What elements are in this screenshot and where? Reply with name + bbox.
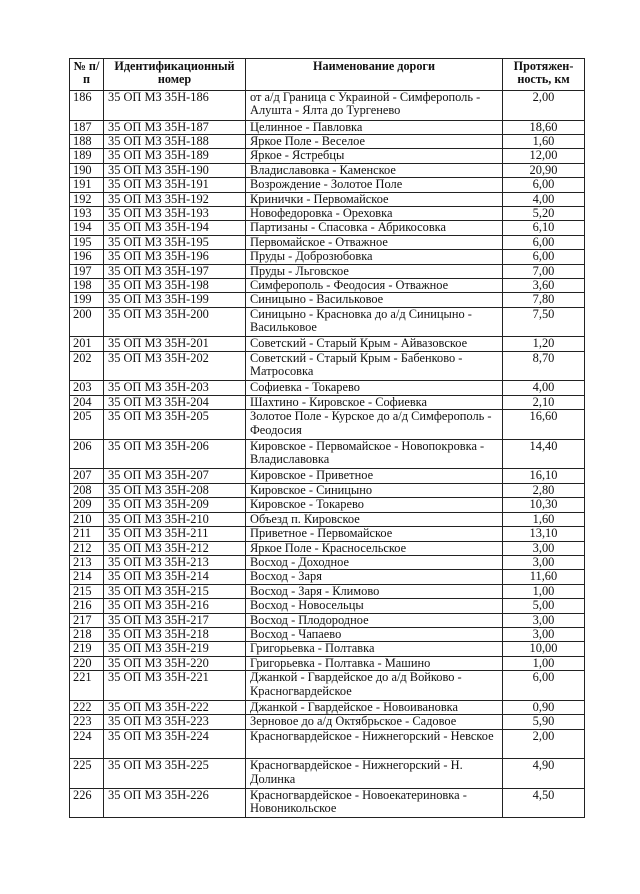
table-row <box>70 163 585 177</box>
cell-num: 193 <box>70 207 104 221</box>
cell-id: 35 ОП МЗ 35Н-218 <box>104 627 246 641</box>
cell-id: 35 ОП МЗ 35Н-213 <box>104 555 246 569</box>
table-row <box>70 120 585 134</box>
cell-num: 225 <box>70 759 104 789</box>
cell-id: 35 ОП МЗ 35Н-204 <box>104 395 246 409</box>
table-row <box>70 337 585 351</box>
cell-num: 211 <box>70 527 104 541</box>
table-row <box>70 527 585 541</box>
cell-id: 35 ОП МЗ 35Н-219 <box>104 642 246 656</box>
cell-num: 222 <box>70 700 104 714</box>
cell-name: Пруды - Льговское <box>246 264 503 278</box>
cell-id: 35 ОП МЗ 35Н-226 <box>104 788 246 818</box>
cell-length: 6,00 <box>503 671 585 701</box>
cell-id: 35 ОП МЗ 35Н-196 <box>104 250 246 264</box>
table-header-row <box>70 59 585 91</box>
cell-name: Кировское - Первомайское - Новопокровка - Владиславовка <box>246 439 503 469</box>
cell-name: Красногвардейское - Нижнегорский - Н. Долинка <box>246 759 503 789</box>
cell-num: 216 <box>70 599 104 613</box>
cell-length: 11,60 <box>503 570 585 584</box>
cell-id: 35 ОП МЗ 35Н-190 <box>104 163 246 177</box>
cell-id: 35 ОП МЗ 35Н-223 <box>104 715 246 729</box>
cell-name: Шахтино - Кировское - Софиевка <box>246 395 503 409</box>
cell-length: 7,00 <box>503 264 585 278</box>
table-row <box>70 381 585 395</box>
cell-num: 223 <box>70 715 104 729</box>
cell-length: 3,60 <box>503 279 585 293</box>
header-length: Протяжен-ность, км <box>503 59 585 91</box>
header-num: № п/п <box>70 59 104 91</box>
cell-length: 6,10 <box>503 221 585 235</box>
cell-name: Яркое Поле - Веселое <box>246 135 503 149</box>
cell-length: 3,00 <box>503 541 585 555</box>
cell-id: 35 ОП МЗ 35Н-217 <box>104 613 246 627</box>
cell-name: Яркое - Ястребцы <box>246 149 503 163</box>
cell-name: Восход - Заря - Климово <box>246 584 503 598</box>
cell-name: Пруды - Доброзюбовка <box>246 250 503 264</box>
cell-length: 2,00 <box>503 729 585 759</box>
cell-length: 4,00 <box>503 381 585 395</box>
cell-num: 220 <box>70 656 104 670</box>
table-row <box>70 250 585 264</box>
cell-name: Джанкой - Гвардейское - Новоивановка <box>246 700 503 714</box>
cell-num: 191 <box>70 178 104 192</box>
cell-name: Восход - Новосельцы <box>246 599 503 613</box>
table-row <box>70 584 585 598</box>
cell-id: 35 ОП МЗ 35Н-205 <box>104 410 246 440</box>
cell-num: 210 <box>70 512 104 526</box>
cell-name: Восход - Заря <box>246 570 503 584</box>
document-page <box>69 58 584 818</box>
table-row <box>70 221 585 235</box>
cell-name: Владиславовка - Каменское <box>246 163 503 177</box>
cell-num: 221 <box>70 671 104 701</box>
cell-name: Восход - Плодородное <box>246 613 503 627</box>
cell-length: 2,80 <box>503 483 585 497</box>
table-row <box>70 599 585 613</box>
cell-length: 18,60 <box>503 120 585 134</box>
cell-length: 4,00 <box>503 192 585 206</box>
cell-num: 186 <box>70 91 104 121</box>
cell-length: 12,00 <box>503 149 585 163</box>
table-row <box>70 656 585 670</box>
cell-length: 1,00 <box>503 584 585 598</box>
cell-length: 2,10 <box>503 395 585 409</box>
cell-num: 196 <box>70 250 104 264</box>
cell-name: Приветное - Первомайское <box>246 527 503 541</box>
cell-length: 6,00 <box>503 250 585 264</box>
table-row <box>70 439 585 469</box>
header-name: Наименование дороги <box>246 59 503 91</box>
cell-num: 206 <box>70 439 104 469</box>
table-row <box>70 149 585 163</box>
cell-num: 197 <box>70 264 104 278</box>
table-row <box>70 235 585 249</box>
cell-length: 5,20 <box>503 207 585 221</box>
cell-length: 1,20 <box>503 337 585 351</box>
cell-id: 35 ОП МЗ 35Н-200 <box>104 307 246 337</box>
cell-id: 35 ОП МЗ 35Н-195 <box>104 235 246 249</box>
cell-num: 213 <box>70 555 104 569</box>
cell-id: 35 ОП МЗ 35Н-224 <box>104 729 246 759</box>
cell-num: 214 <box>70 570 104 584</box>
cell-id: 35 ОП МЗ 35Н-188 <box>104 135 246 149</box>
cell-name: Кировское - Токарево <box>246 498 503 512</box>
cell-num: 188 <box>70 135 104 149</box>
cell-id: 35 ОП МЗ 35Н-216 <box>104 599 246 613</box>
cell-length: 5,90 <box>503 715 585 729</box>
cell-name: Целинное - Павловка <box>246 120 503 134</box>
cell-length: 6,00 <box>503 235 585 249</box>
header-id: Идентификационный номер <box>104 59 246 91</box>
cell-num: 224 <box>70 729 104 759</box>
cell-num: 201 <box>70 337 104 351</box>
cell-length: 7,50 <box>503 307 585 337</box>
cell-length: 10,30 <box>503 498 585 512</box>
table-row <box>70 498 585 512</box>
cell-length: 8,70 <box>503 351 585 381</box>
cell-length: 4,50 <box>503 788 585 818</box>
table-row <box>70 613 585 627</box>
table-row <box>70 135 585 149</box>
cell-num: 187 <box>70 120 104 134</box>
cell-length: 20,90 <box>503 163 585 177</box>
cell-id: 35 ОП МЗ 35Н-215 <box>104 584 246 598</box>
table-row <box>70 91 585 121</box>
cell-num: 189 <box>70 149 104 163</box>
cell-num: 203 <box>70 381 104 395</box>
cell-length: 10,00 <box>503 642 585 656</box>
cell-num: 218 <box>70 627 104 641</box>
table-row <box>70 410 585 440</box>
cell-num: 204 <box>70 395 104 409</box>
cell-id: 35 ОП МЗ 35Н-198 <box>104 279 246 293</box>
cell-num: 217 <box>70 613 104 627</box>
cell-name: Яркое Поле - Красносельское <box>246 541 503 555</box>
cell-num: 207 <box>70 469 104 483</box>
cell-length: 2,00 <box>503 91 585 121</box>
table-row <box>70 715 585 729</box>
cell-name: Кировское - Синицыно <box>246 483 503 497</box>
cell-num: 200 <box>70 307 104 337</box>
cell-name: Симферополь - Феодосия - Отважное <box>246 279 503 293</box>
cell-id: 35 ОП МЗ 35Н-194 <box>104 221 246 235</box>
cell-name: Кировское - Приветное <box>246 469 503 483</box>
cell-name: Синицыно - Красновка до а/д Синицыно - Васильковое <box>246 307 503 337</box>
table-row <box>70 642 585 656</box>
cell-num: 202 <box>70 351 104 381</box>
cell-id: 35 ОП МЗ 35Н-211 <box>104 527 246 541</box>
table-row <box>70 759 585 789</box>
cell-name: Восход - Доходное <box>246 555 503 569</box>
cell-name: Синицыно - Васильковое <box>246 293 503 307</box>
cell-name: Красногвардейское - Новоекатериновка - Новоникольское <box>246 788 503 818</box>
cell-id: 35 ОП МЗ 35Н-210 <box>104 512 246 526</box>
cell-name: Григорьевка - Полтавка - Машино <box>246 656 503 670</box>
table-row <box>70 700 585 714</box>
roads-table <box>69 58 585 818</box>
cell-num: 195 <box>70 235 104 249</box>
cell-id: 35 ОП МЗ 35Н-201 <box>104 337 246 351</box>
cell-name: Восход - Чапаево <box>246 627 503 641</box>
table-row <box>70 483 585 497</box>
cell-length: 5,00 <box>503 599 585 613</box>
table-row <box>70 555 585 569</box>
cell-num: 219 <box>70 642 104 656</box>
cell-length: 1,60 <box>503 135 585 149</box>
cell-num: 212 <box>70 541 104 555</box>
cell-name: Софиевка - Токарево <box>246 381 503 395</box>
cell-name: Первомайское - Отважное <box>246 235 503 249</box>
table-body <box>70 91 585 818</box>
cell-id: 35 ОП МЗ 35Н-187 <box>104 120 246 134</box>
cell-name: Партизаны - Спасовка - Абрикосовка <box>246 221 503 235</box>
cell-num: 226 <box>70 788 104 818</box>
cell-id: 35 ОП МЗ 35Н-222 <box>104 700 246 714</box>
table-row <box>70 307 585 337</box>
cell-id: 35 ОП МЗ 35Н-225 <box>104 759 246 789</box>
cell-name: Джанкой - Гвардейское до а/д Войково - Красногвардейское <box>246 671 503 701</box>
cell-name: Зерновое до а/д Октябрьское - Садовое <box>246 715 503 729</box>
cell-id: 35 ОП МЗ 35Н-208 <box>104 483 246 497</box>
cell-length: 13,10 <box>503 527 585 541</box>
table-row <box>70 541 585 555</box>
cell-length: 0,90 <box>503 700 585 714</box>
cell-id: 35 ОП МЗ 35Н-186 <box>104 91 246 121</box>
table-row <box>70 351 585 381</box>
cell-length: 4,90 <box>503 759 585 789</box>
cell-length: 14,40 <box>503 439 585 469</box>
cell-num: 205 <box>70 410 104 440</box>
cell-id: 35 ОП МЗ 35Н-197 <box>104 264 246 278</box>
table-row <box>70 570 585 584</box>
cell-id: 35 ОП МЗ 35Н-206 <box>104 439 246 469</box>
cell-id: 35 ОП МЗ 35Н-191 <box>104 178 246 192</box>
cell-name: Объезд п. Кировское <box>246 512 503 526</box>
cell-id: 35 ОП МЗ 35Н-193 <box>104 207 246 221</box>
cell-id: 35 ОП МЗ 35Н-203 <box>104 381 246 395</box>
cell-name: Советский - Старый Крым - Айвазовское <box>246 337 503 351</box>
cell-id: 35 ОП МЗ 35Н-189 <box>104 149 246 163</box>
table-row <box>70 207 585 221</box>
cell-length: 16,60 <box>503 410 585 440</box>
cell-id: 35 ОП МЗ 35Н-192 <box>104 192 246 206</box>
cell-num: 190 <box>70 163 104 177</box>
cell-num: 199 <box>70 293 104 307</box>
table-row <box>70 279 585 293</box>
cell-num: 209 <box>70 498 104 512</box>
cell-id: 35 ОП МЗ 35Н-209 <box>104 498 246 512</box>
cell-length: 1,60 <box>503 512 585 526</box>
cell-id: 35 ОП МЗ 35Н-220 <box>104 656 246 670</box>
table-row <box>70 395 585 409</box>
cell-id: 35 ОП МЗ 35Н-202 <box>104 351 246 381</box>
cell-length: 3,00 <box>503 613 585 627</box>
cell-name: Красногвардейское - Нижнегорский - Невское <box>246 729 503 759</box>
table-row <box>70 671 585 701</box>
table-row <box>70 627 585 641</box>
table-row <box>70 469 585 483</box>
table-row <box>70 788 585 818</box>
cell-length: 1,00 <box>503 656 585 670</box>
cell-num: 208 <box>70 483 104 497</box>
cell-length: 16,10 <box>503 469 585 483</box>
cell-id: 35 ОП МЗ 35Н-199 <box>104 293 246 307</box>
cell-id: 35 ОП МЗ 35Н-207 <box>104 469 246 483</box>
table-row <box>70 512 585 526</box>
cell-num: 198 <box>70 279 104 293</box>
cell-num: 215 <box>70 584 104 598</box>
cell-length: 6,00 <box>503 178 585 192</box>
cell-name: Возрождение - Золотое Поле <box>246 178 503 192</box>
cell-length: 3,00 <box>503 627 585 641</box>
cell-id: 35 ОП МЗ 35Н-212 <box>104 541 246 555</box>
cell-name: Григорьевка - Полтавка <box>246 642 503 656</box>
cell-name: Кринички - Первомайское <box>246 192 503 206</box>
cell-id: 35 ОП МЗ 35Н-221 <box>104 671 246 701</box>
cell-name: Советский - Старый Крым - Бабенково - Матросовка <box>246 351 503 381</box>
cell-id: 35 ОП МЗ 35Н-214 <box>104 570 246 584</box>
cell-length: 7,80 <box>503 293 585 307</box>
table-row <box>70 729 585 759</box>
cell-name: от а/д Граница с Украиной - Симферополь - Алушта - Ялта до Тургенево <box>246 91 503 121</box>
table-row <box>70 192 585 206</box>
cell-length: 3,00 <box>503 555 585 569</box>
cell-num: 192 <box>70 192 104 206</box>
table-row <box>70 293 585 307</box>
table-row <box>70 264 585 278</box>
table-row <box>70 178 585 192</box>
cell-name: Новофедоровка - Ореховка <box>246 207 503 221</box>
cell-name: Золотое Поле - Курское до а/д Симферополь - Феодосия <box>246 410 503 440</box>
cell-num: 194 <box>70 221 104 235</box>
